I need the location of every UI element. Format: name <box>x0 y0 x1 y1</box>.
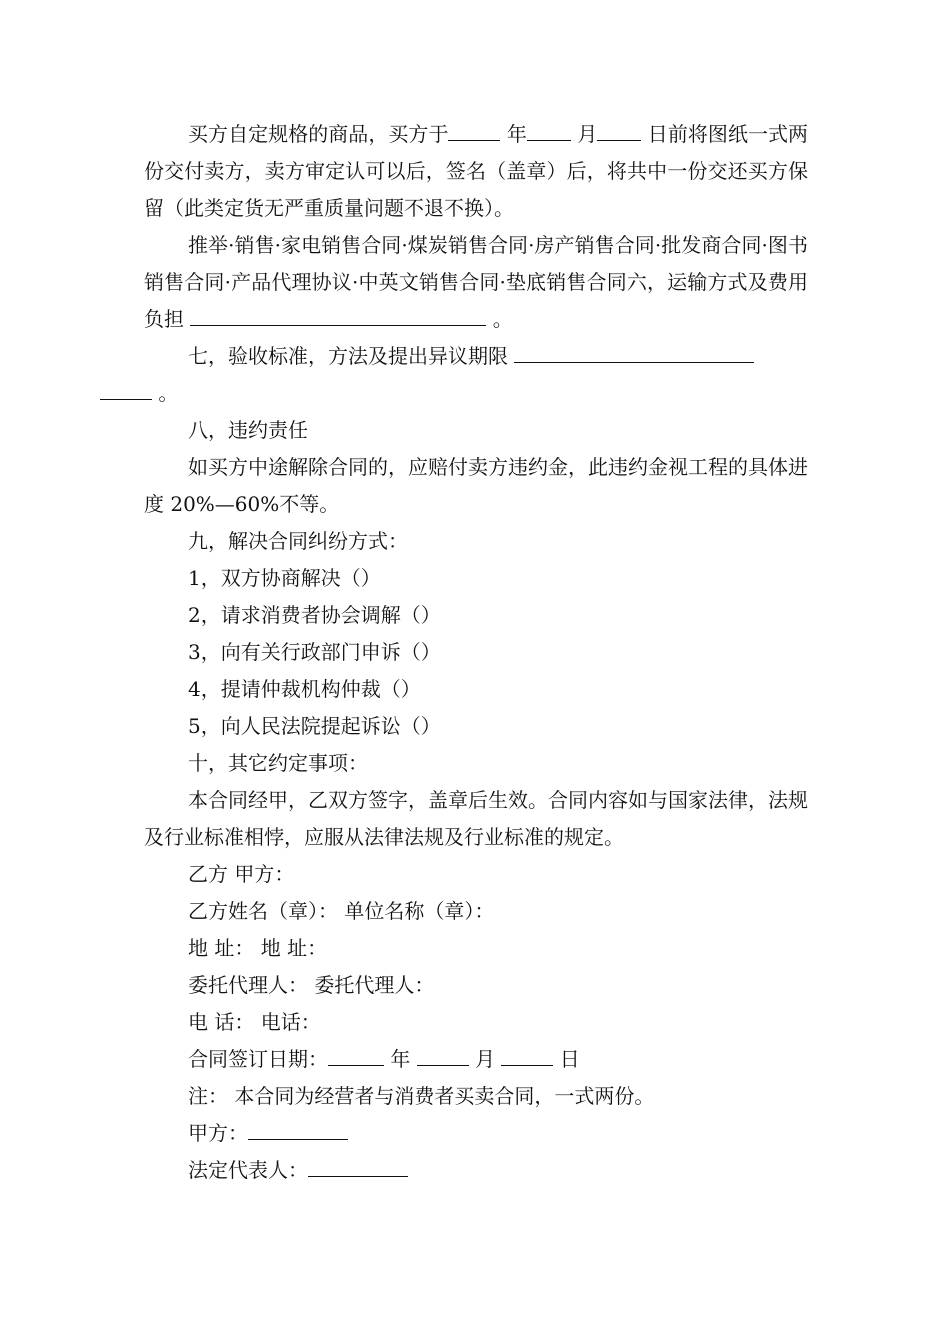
signature-names: 乙方姓名（章）： 单位名称（章）： <box>188 899 495 923</box>
dispute-option-1: 1，双方协商解决（） <box>188 566 381 590</box>
paragraph-penalty: 如买方中途解除合同的，应赔付卖方违约金，此违约金视工程的具体进度 20%—60%不等。 <box>144 455 808 516</box>
dispute-option-4: 4，提请仲裁机构仲裁（） <box>188 677 421 701</box>
blank-sign-year <box>328 1047 384 1066</box>
blank-legal-rep <box>308 1158 408 1177</box>
dispute-option-5: 5，向人民法院提起诉讼（） <box>188 714 441 738</box>
blank-sign-day <box>501 1047 553 1066</box>
signing-date: 合同签订日期： 年 月 日 <box>188 1047 580 1071</box>
heading-dispute: 九，解决合同纠纷方式： <box>188 529 408 553</box>
signature-agent: 委托代理人： 委托代理人： <box>188 973 435 997</box>
dispute-option-3: 3，向有关行政部门申诉（） <box>188 640 441 664</box>
signature-phone: 电 话： 电话： <box>188 1010 321 1034</box>
document-body <box>144 116 808 1189</box>
paragraph-effective: 本合同经甲，乙双方签字，盖章后生效。合同内容如与国家法律，法规及行业标准相悖，应服从法律法规及行业标准的规定。 <box>144 788 808 849</box>
blank-transport <box>190 307 486 326</box>
paragraph-custom-spec: 买方自定规格的商品，买方于 年 月 日前将图纸一式两份交付卖方，卖方审定认可以后，签名（盖章）后，将共中一份交还买方保留（此类定货无严重质量问题不退不换）。 <box>144 122 809 220</box>
heading-liability: 八，违约责任 <box>188 418 308 442</box>
signature-parties: 乙方 甲方： <box>188 862 295 886</box>
blank-month <box>527 122 571 141</box>
heading-other: 十，其它约定事项： <box>188 751 368 775</box>
blank-party-a <box>248 1121 348 1140</box>
legal-rep-line: 法定代表人： <box>144 1152 808 1189</box>
party-a-line: 甲方： <box>144 1115 808 1152</box>
blank-acceptance-cont <box>100 381 152 400</box>
signature-address: 地 址： 地 址： <box>188 936 328 960</box>
dispute-option-2: 2，请求消费者协会调解（） <box>188 603 441 627</box>
blank-year <box>448 122 500 141</box>
blank-acceptance <box>514 344 754 363</box>
blank-sign-month <box>417 1047 469 1066</box>
note: 注： 本合同为经营者与消费者买卖合同，一式两份。 <box>188 1084 655 1108</box>
blank-day <box>597 122 641 141</box>
paragraph-acceptance: 七，验收标准，方法及提出异议期限 。 <box>144 338 808 412</box>
paragraph-transport: 推举·销售·家电销售合同·煤炭销售合同·房产销售合同·批发商合同·图书销售合同·产品代理协议·中英文销售合同·垫底销售合同六，运输方式及费用负担 。 <box>144 233 808 331</box>
